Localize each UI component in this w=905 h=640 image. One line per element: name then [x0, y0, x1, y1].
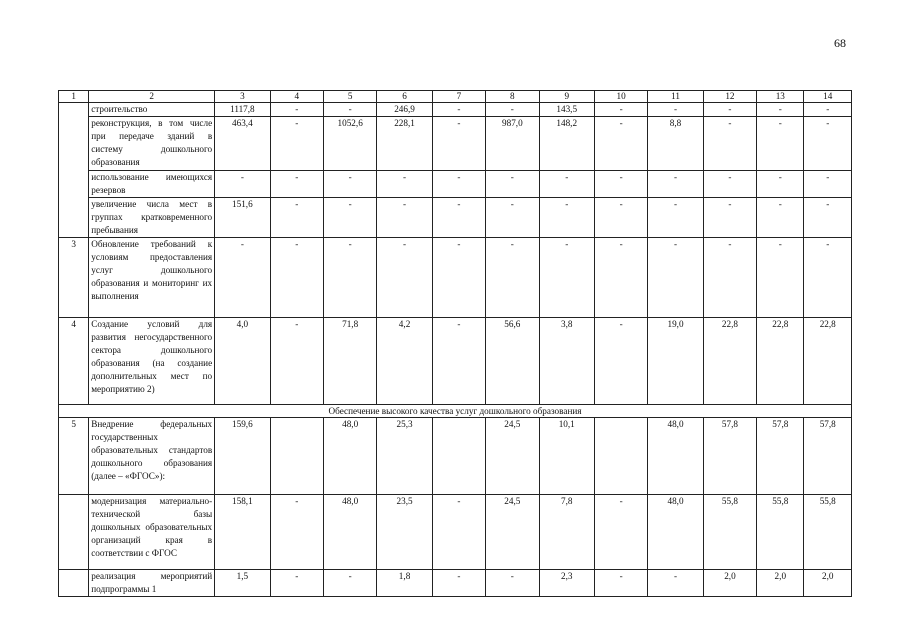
value-cell: - [648, 238, 703, 318]
value-cell: - [594, 198, 647, 238]
value-cell: - [486, 238, 539, 318]
value-cell: 1117,8 [215, 103, 270, 117]
value-cell: - [432, 318, 485, 405]
value-cell: - [215, 238, 270, 318]
value-cell: 8,8 [648, 117, 703, 171]
value-cell: - [757, 171, 804, 198]
row-number: 3 [59, 238, 89, 318]
value-cell: - [804, 117, 852, 171]
value-cell: 71,8 [323, 318, 376, 405]
value-cell: - [270, 198, 323, 238]
value-cell: - [594, 318, 647, 405]
value-cell: - [432, 117, 485, 171]
value-cell: - [486, 570, 539, 597]
column-header: 11 [648, 91, 703, 103]
value-cell: - [648, 103, 703, 117]
value-cell: 55,8 [804, 495, 852, 570]
value-cell: - [486, 171, 539, 198]
value-cell: - [804, 238, 852, 318]
value-cell: 1,8 [377, 570, 432, 597]
value-cell: - [323, 570, 376, 597]
value-cell: - [703, 198, 756, 238]
value-cell: 246,9 [377, 103, 432, 117]
value-cell: 22,8 [804, 318, 852, 405]
value-cell: - [270, 103, 323, 117]
table-row [59, 570, 852, 597]
value-cell: 57,8 [703, 418, 756, 495]
value-cell: - [539, 238, 594, 318]
column-header: 9 [539, 91, 594, 103]
value-cell: 463,4 [215, 117, 270, 171]
header-row [59, 91, 852, 103]
row-name: строительство [89, 103, 215, 117]
table-row [59, 238, 852, 318]
table-row [59, 198, 852, 238]
value-cell: 48,0 [648, 495, 703, 570]
value-cell: 24,5 [486, 418, 539, 495]
value-cell: - [757, 238, 804, 318]
value-cell: 151,6 [215, 198, 270, 238]
value-cell: - [323, 171, 376, 198]
row-number: 4 [59, 318, 89, 405]
value-cell [270, 418, 323, 495]
row-name: использование имеющихся резервов [89, 171, 215, 198]
value-cell: - [594, 117, 647, 171]
column-header: 13 [757, 91, 804, 103]
row-number [59, 570, 89, 597]
value-cell: - [486, 198, 539, 238]
value-cell: 3,8 [539, 318, 594, 405]
value-cell: 22,8 [703, 318, 756, 405]
value-cell: - [270, 318, 323, 405]
value-cell: - [594, 103, 647, 117]
row-name: реконструкция, в том числе при передаче зданий в систему дошкольного образования [89, 117, 215, 171]
value-cell: - [270, 117, 323, 171]
value-cell: - [703, 103, 756, 117]
value-cell: 22,8 [757, 318, 804, 405]
value-cell: - [270, 495, 323, 570]
row-name: Обновление требований к условиям предоставления услуг дошкольного образования и мониторинг их выполнения [89, 238, 215, 318]
value-cell: - [594, 238, 647, 318]
row-name: Внедрение федеральных государственных образовательных стандартов дошкольного образования (далее – «ФГОС»): [89, 418, 215, 495]
section-title: Обеспечение высокого качества услуг дошкольного образования [59, 405, 852, 418]
value-cell: - [594, 495, 647, 570]
value-cell: - [377, 198, 432, 238]
value-cell [432, 418, 485, 495]
value-cell: 25,3 [377, 418, 432, 495]
value-cell: 4,0 [215, 318, 270, 405]
value-cell: 48,0 [648, 418, 703, 495]
value-cell: - [377, 171, 432, 198]
value-cell: 228,1 [377, 117, 432, 171]
value-cell: - [703, 171, 756, 198]
value-cell: - [648, 171, 703, 198]
column-header: 5 [323, 91, 376, 103]
column-header: 14 [804, 91, 852, 103]
value-cell: - [648, 198, 703, 238]
value-cell: 4,2 [377, 318, 432, 405]
value-cell: 148,2 [539, 117, 594, 171]
value-cell: - [323, 238, 376, 318]
column-header: 8 [486, 91, 539, 103]
value-cell: - [377, 238, 432, 318]
value-cell: 1052,6 [323, 117, 376, 171]
value-cell: 10,1 [539, 418, 594, 495]
value-cell: 987,0 [486, 117, 539, 171]
value-cell: 57,8 [757, 418, 804, 495]
row-number: 5 [59, 418, 89, 495]
value-cell: 2,3 [539, 570, 594, 597]
table-row [59, 318, 852, 405]
value-cell: - [432, 570, 485, 597]
value-cell: - [804, 103, 852, 117]
value-cell: 143,5 [539, 103, 594, 117]
table-row [59, 418, 852, 495]
value-cell: - [432, 238, 485, 318]
value-cell: 159,6 [215, 418, 270, 495]
value-cell: - [432, 198, 485, 238]
row-number [59, 495, 89, 570]
value-cell: - [757, 103, 804, 117]
value-cell: 55,8 [757, 495, 804, 570]
value-cell: 48,0 [323, 418, 376, 495]
value-cell: - [323, 103, 376, 117]
table-body [59, 91, 852, 597]
value-cell: - [270, 570, 323, 597]
value-cell: - [757, 198, 804, 238]
value-cell: 2,0 [804, 570, 852, 597]
column-header: 3 [215, 91, 270, 103]
value-cell: 48,0 [323, 495, 376, 570]
value-cell: 1,5 [215, 570, 270, 597]
value-cell: - [594, 570, 647, 597]
value-cell: - [323, 198, 376, 238]
value-cell: - [804, 171, 852, 198]
section-row [59, 405, 852, 418]
table-row [59, 103, 852, 117]
column-header: 2 [89, 91, 215, 103]
financing-table [58, 90, 852, 597]
value-cell: - [215, 171, 270, 198]
row-name: Создание условий для развития негосударственного сектора дошкольного образования (на создание дополнительных мест по мероприятию 2) [89, 318, 215, 405]
row-name: модернизация материально-технической базы дошкольных образовательных организаций края в соответствии с ФГОС [89, 495, 215, 570]
value-cell [594, 418, 647, 495]
value-cell: 55,8 [703, 495, 756, 570]
value-cell: 56,6 [486, 318, 539, 405]
value-cell: - [703, 117, 756, 171]
value-cell: 158,1 [215, 495, 270, 570]
value-cell: - [432, 103, 485, 117]
value-cell: 23,5 [377, 495, 432, 570]
value-cell: - [539, 171, 594, 198]
value-cell: 57,8 [804, 418, 852, 495]
row-name: реализация мероприятий подпрограммы 1 [89, 570, 215, 597]
row-number [59, 103, 89, 238]
value-cell: - [757, 117, 804, 171]
value-cell: - [486, 103, 539, 117]
column-header: 12 [703, 91, 756, 103]
value-cell: - [648, 570, 703, 597]
value-cell: - [804, 198, 852, 238]
value-cell: 24,5 [486, 495, 539, 570]
page-number: 68 [834, 36, 846, 50]
table-row [59, 171, 852, 198]
column-header: 1 [59, 91, 89, 103]
row-name: увеличение числа мест в группах кратковременного пребывания [89, 198, 215, 238]
value-cell: - [432, 495, 485, 570]
column-header: 10 [594, 91, 647, 103]
value-cell: 7,8 [539, 495, 594, 570]
value-cell: 2,0 [757, 570, 804, 597]
value-cell: - [703, 238, 756, 318]
table-row [59, 117, 852, 171]
value-cell: - [539, 198, 594, 238]
column-header: 7 [432, 91, 485, 103]
value-cell: 19,0 [648, 318, 703, 405]
value-cell: - [594, 171, 647, 198]
column-header: 6 [377, 91, 432, 103]
table-row [59, 495, 852, 570]
value-cell: - [270, 171, 323, 198]
value-cell: - [270, 238, 323, 318]
column-header: 4 [270, 91, 323, 103]
value-cell: 2,0 [703, 570, 756, 597]
value-cell: - [432, 171, 485, 198]
